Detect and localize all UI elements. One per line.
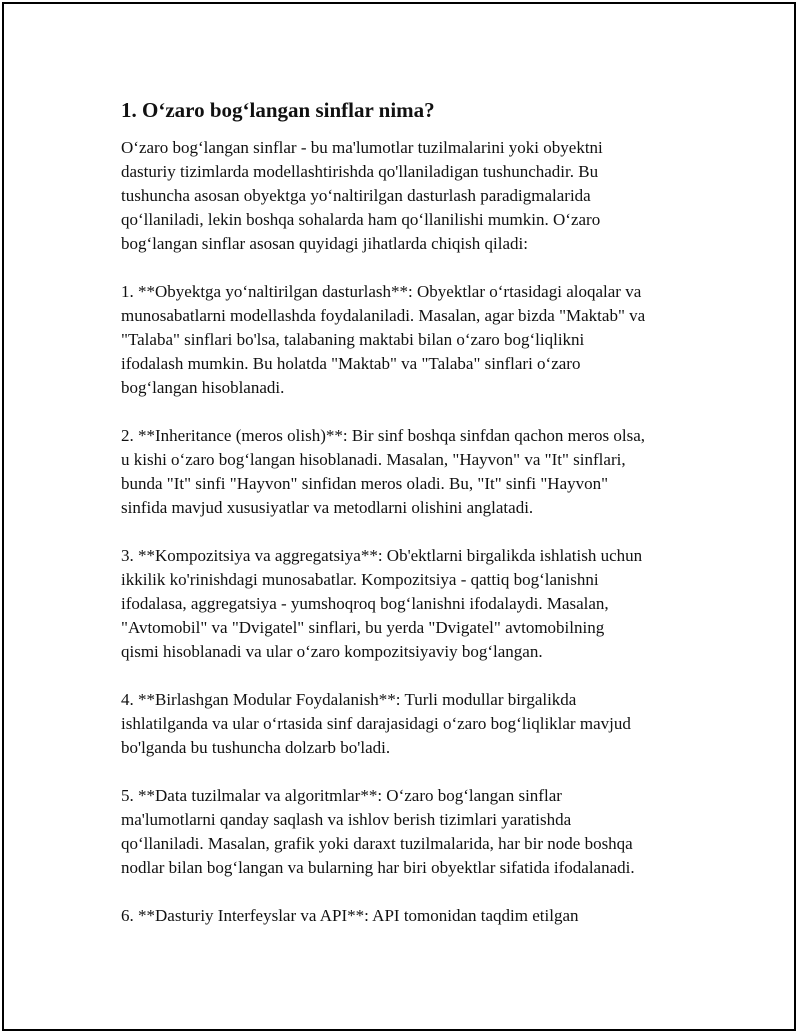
text-line: sinfida mavjud xususiyatlar va metodlarni olishini anglatadi. (121, 498, 534, 517)
text-line: 2. **Inheritance (meros olish)**: Bir sinf boshqa sinfdan qachon meros olsa, (121, 426, 646, 445)
text-line: ma'lumotlarni qanday saqlash va ishlov berish tizimlari yaratishda (121, 810, 572, 829)
text-line: 3. **Kompozitsiya va aggregatsiya**: Ob'ektlarni birgalikda ishlatish uchun (121, 546, 643, 565)
text-line: 6. **Dasturiy Interfeyslar va API**: API tomonidan taqdim etilgan (121, 906, 579, 925)
text-line: bog‘langan hisoblanadi. (121, 378, 285, 397)
text-line: "Talaba" sinflari bo'lsa, talabaning maktabi bilan o‘zaro bog‘liqlikni (121, 330, 585, 349)
text-line: dasturiy tizimlarda modellashtirishda qo'llaniladigan tushunchadir. Bu (121, 162, 599, 181)
text-line: qo‘llaniladi, lekin boshqa sohalarda ham qo‘llanilishi mumkin. O‘zaro (121, 210, 601, 229)
list-item-4-paragraph (121, 688, 696, 760)
text-line: 5. **Data tuzilmalar va algoritmlar**: O‘zaro bog‘langan sinflar (121, 786, 562, 805)
list-item-6-paragraph (121, 904, 696, 928)
text-line: ifodalasa, aggregatsiya - yumshoqroq bog‘lanishni ifodalaydi. Masalan, (121, 594, 609, 613)
text-line: u kishi o‘zaro bog‘langan hisoblanadi. Masalan, "Hayvon" va "It" sinflari, (121, 450, 626, 469)
text-line: "Avtomobil" va "Dvigatel" sinflari, bu yerda "Dvigatel" avtomobilning (121, 618, 605, 637)
list-item-5-paragraph (121, 784, 696, 880)
text-line: ifodalash mumkin. Bu holatda "Maktab" va "Talaba" sinflari o‘zaro (121, 354, 581, 373)
text-line: munosabatlarni modellashda foydalaniladi. Masalan, agar bizda "Maktab" va (121, 306, 646, 325)
list-item-1-paragraph (121, 280, 696, 400)
document-content (121, 96, 696, 952)
text-line: bo'lganda bu tushuncha dolzarb bo'ladi. (121, 738, 391, 757)
text-line: 4. **Birlashgan Modular Foydalanish**: Turli modullar birgalikda (121, 690, 577, 709)
list-item-3-paragraph (121, 544, 696, 664)
text-line: O‘zaro bog‘langan sinflar - bu ma'lumotlar tuzilmalarini yoki obyektni (121, 138, 603, 157)
document-page (2, 2, 796, 1031)
document-title: 1. O‘zaro bog‘langan sinflar nima? (121, 98, 435, 122)
text-line: tushuncha asosan obyektga yo‘naltirilgan dasturlash paradigmalarida (121, 186, 591, 205)
text-line: ishlatilganda va ular o‘rtasida sinf darajasidagi o‘zaro bog‘liqliklar mavjud (121, 714, 631, 733)
text-line: bog‘langan sinflar asosan quyidagi jihatlarda chiqish qiladi: (121, 234, 528, 253)
text-line: qo‘llaniladi. Masalan, grafik yoki daraxt tuzilmalarida, har bir node boshqa (121, 834, 633, 853)
text-line: qismi hisoblanadi va ular o‘zaro kompozitsiyaviy bog‘langan. (121, 642, 543, 661)
text-line: nodlar bilan bog‘langan va bularning har biri obyektlar sifatida ifodalanadi. (121, 858, 635, 877)
text-line: ikkilik ko'rinishdagi munosabatlar. Kompozitsiya - qattiq bog‘lanishni (121, 570, 599, 589)
intro-paragraph (121, 136, 696, 256)
text-line: bunda "It" sinfi "Hayvon" sinfidan meros oladi. Bu, "It" sinfi "Hayvon" (121, 474, 609, 493)
text-line: 1. **Obyektga yo‘naltirilgan dasturlash**: Obyektlar o‘rtasidagi aloqalar va (121, 282, 642, 301)
list-item-2-paragraph (121, 424, 696, 520)
